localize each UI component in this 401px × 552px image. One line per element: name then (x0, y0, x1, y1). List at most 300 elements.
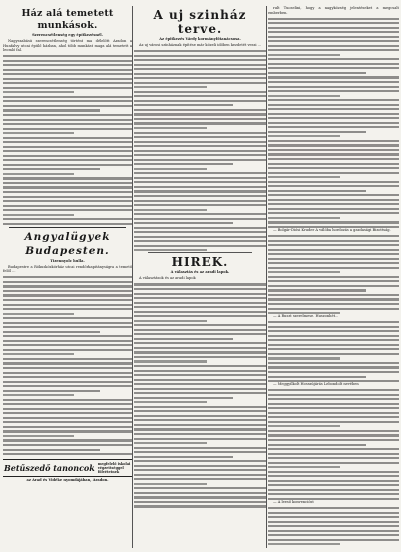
text-line (268, 36, 399, 38)
text-line (134, 433, 266, 435)
text-line (134, 419, 266, 421)
text-line (268, 294, 399, 296)
text-line (3, 290, 132, 292)
text-line (3, 128, 132, 130)
text-line (268, 244, 399, 246)
text-line (134, 95, 266, 97)
article-headline: HIREK. (171, 255, 229, 270)
text-line (268, 371, 399, 373)
text-line (268, 462, 399, 464)
text-line (3, 344, 132, 346)
column-3 (268, 6, 399, 548)
text-line (3, 317, 132, 319)
text-line (3, 114, 132, 116)
text-line (134, 127, 207, 129)
text-line (268, 434, 399, 436)
text-line (3, 186, 132, 188)
text-line (268, 113, 399, 115)
text-line (134, 428, 266, 430)
text-line (268, 403, 399, 405)
column-1 (3, 6, 132, 548)
text-line (134, 392, 266, 394)
text-line (3, 155, 132, 157)
text-line (268, 217, 340, 219)
text-line (268, 276, 399, 278)
text-line (268, 512, 399, 514)
text-line (134, 496, 266, 498)
text-line (134, 64, 266, 66)
text-line (268, 167, 399, 169)
text-line (3, 123, 132, 125)
advertisement-side-text: megfelelő iskolai végzettséggel fölvétetnek (97, 462, 131, 475)
text-line (268, 339, 399, 341)
text-line (134, 136, 266, 138)
text-line (268, 457, 399, 459)
text-line (134, 333, 266, 335)
text-line (3, 173, 74, 175)
text-line (3, 362, 132, 364)
text-line (3, 60, 132, 62)
column-divider (266, 6, 267, 548)
text-line (134, 168, 207, 170)
article-lead-text: — Bolgár-Diósi Kruder A válóba hordozás a gazdasági Bizottság. (273, 228, 391, 233)
text-line (268, 153, 399, 155)
text-line (268, 22, 399, 24)
text-line (3, 105, 132, 107)
text-line (3, 196, 132, 198)
text-line (3, 100, 132, 102)
text-line (268, 389, 399, 391)
text-line (3, 150, 132, 152)
text-line (134, 406, 266, 408)
advertisement (3, 459, 132, 482)
text-line (268, 330, 399, 332)
text-line (268, 117, 399, 119)
text-line (268, 31, 399, 33)
text-line (134, 204, 266, 206)
text-line (268, 471, 399, 473)
text-line (3, 376, 132, 378)
text-line (134, 447, 266, 449)
text-line (134, 487, 266, 489)
text-line (3, 453, 132, 455)
text-line (134, 213, 266, 215)
text-line (134, 109, 266, 111)
text-line (268, 27, 399, 29)
article-body-text (268, 389, 399, 500)
text-line (134, 104, 233, 106)
text-line (268, 135, 340, 137)
text-line (134, 483, 207, 485)
text-line (134, 492, 266, 494)
text-line (3, 281, 132, 283)
text-line (3, 168, 100, 170)
text-line (3, 403, 132, 405)
text-line (268, 258, 399, 260)
text-line (3, 96, 132, 98)
text-line (268, 308, 399, 310)
text-line (268, 172, 399, 174)
text-line (134, 190, 266, 192)
text-line (268, 212, 399, 214)
text-line (268, 280, 399, 282)
text-line (268, 344, 399, 346)
text-line (134, 118, 266, 120)
text-line (268, 366, 399, 368)
text-line (3, 367, 132, 369)
text-line (268, 67, 399, 69)
text-line (268, 326, 399, 328)
text-line (134, 240, 266, 242)
text-line (268, 208, 399, 210)
text-line (268, 507, 399, 509)
text-line (268, 45, 399, 47)
text-line (268, 235, 399, 237)
text-line (268, 398, 399, 400)
text-line (3, 182, 132, 184)
text-line (268, 475, 399, 477)
text-line (3, 137, 132, 139)
text-line (134, 388, 266, 390)
text-line (134, 86, 207, 88)
text-line (3, 218, 132, 220)
text-line (3, 349, 132, 351)
text-line (134, 68, 266, 70)
text-line (3, 164, 132, 166)
text-line (134, 401, 207, 403)
advertisement-title: Betűszedő tanoncok (4, 462, 95, 473)
text-line (134, 181, 266, 183)
text-line (3, 64, 132, 66)
text-line (3, 399, 132, 401)
text-line (268, 126, 399, 128)
text-line (3, 390, 100, 392)
text-line (134, 141, 266, 143)
text-line (134, 302, 266, 304)
text-line (3, 87, 132, 89)
text-line (134, 478, 266, 480)
article-subheadline: Az épitkezés Várdy kormányfőtanácsosa. (159, 37, 241, 41)
text-line (268, 131, 366, 133)
text-line (3, 146, 132, 148)
text-line (268, 149, 399, 151)
text-line (3, 439, 132, 441)
text-line (3, 200, 132, 202)
text-line (3, 417, 132, 419)
text-line (134, 163, 233, 165)
text-line (268, 412, 399, 414)
text-line (134, 122, 266, 124)
text-line (268, 453, 399, 455)
text-line (268, 493, 399, 495)
text-line (3, 91, 74, 93)
text-line (134, 315, 266, 317)
text-line (3, 335, 132, 337)
text-line (134, 236, 266, 238)
article-lead-text: — Meggyilkolt Hosszújárás Lebondolt nevében (273, 382, 359, 387)
article-headline: Angyalügyek Budapesten. (24, 230, 111, 257)
text-line (134, 442, 207, 444)
text-line (3, 353, 74, 355)
text-line (268, 267, 399, 269)
text-line (134, 77, 266, 79)
text-line (134, 245, 266, 247)
text-line (134, 154, 266, 156)
text-line (3, 435, 74, 437)
text-line (268, 181, 399, 183)
text-line (268, 86, 399, 88)
text-line (134, 415, 266, 417)
text-line (134, 347, 266, 349)
text-line (134, 132, 266, 134)
text-line (268, 199, 399, 201)
text-line (134, 283, 266, 285)
text-line (268, 335, 399, 337)
text-line (134, 195, 266, 197)
text-line (268, 81, 399, 83)
text-line (268, 176, 340, 178)
text-line (134, 231, 266, 233)
text-line (134, 501, 266, 503)
article-lead-text: Az uj városi színháznak építése már közeli időben kezdetét veszi ... (139, 43, 262, 47)
text-line (134, 91, 266, 93)
text-line (268, 298, 399, 300)
text-line (3, 191, 132, 193)
article-headline: Ház alá temetett munkások. (21, 8, 114, 31)
column-divider (132, 6, 133, 548)
text-line (3, 358, 132, 360)
text-line (3, 322, 132, 324)
section-rule (148, 252, 252, 253)
text-line (3, 78, 132, 80)
advertisement-row (3, 459, 132, 477)
text-line (268, 122, 399, 124)
text-line (134, 465, 266, 467)
article-body-text (268, 235, 399, 314)
text-line (134, 311, 266, 313)
text-line (268, 416, 399, 418)
article-lead-text: Nagyszabású szerencsétlenség történt ma délelőtt Aradon a Hunfalvy utcai épülő házban, ahol több munkást maga alá temetett a leomló fal. (3, 39, 132, 53)
text-line (268, 534, 399, 536)
text-line (268, 530, 399, 532)
article-lead-text: Budapestre a Rókusközkórház utcai rendőrkapitányságra a temető felől ... (3, 264, 132, 274)
text-line (3, 331, 100, 333)
article-body-text (268, 507, 399, 548)
text-line (3, 209, 132, 211)
text-line (268, 353, 399, 355)
text-line (3, 141, 132, 143)
text-line (134, 200, 266, 202)
text-line (3, 426, 132, 428)
text-line (268, 525, 399, 527)
text-line (134, 55, 266, 57)
text-line (268, 516, 399, 518)
text-line (134, 460, 266, 462)
text-line (268, 289, 366, 291)
text-line (268, 380, 399, 382)
text-line (134, 297, 266, 299)
text-line (3, 412, 132, 414)
text-line (268, 543, 340, 545)
text-line (134, 100, 266, 102)
text-line (3, 214, 74, 216)
text-line (3, 381, 132, 383)
article-subheadline: Tizennyolc hulla. (50, 258, 85, 263)
text-line (3, 372, 132, 374)
text-line (268, 321, 399, 323)
text-line (3, 69, 132, 71)
text-line (268, 63, 399, 65)
text-line (3, 294, 132, 296)
text-line (134, 306, 266, 308)
text-line (268, 185, 399, 187)
text-line (268, 240, 399, 242)
text-line (268, 95, 340, 97)
text-line (268, 190, 366, 192)
text-line (134, 379, 266, 381)
text-line (3, 326, 132, 328)
text-line (268, 362, 399, 364)
text-line (134, 342, 266, 344)
text-line (3, 385, 132, 387)
text-line (268, 158, 399, 160)
article-subheadline: Szerencsétlenség egy építkezésnél. (32, 33, 103, 37)
text-line (134, 177, 266, 179)
text-line (268, 444, 366, 446)
text-line (268, 99, 399, 101)
text-line (134, 324, 266, 326)
text-line (3, 340, 132, 342)
text-line (268, 163, 399, 165)
text-line (268, 312, 340, 314)
text-line (134, 469, 266, 471)
text-line (268, 539, 399, 541)
text-line (3, 285, 132, 287)
text-line (134, 82, 266, 84)
article-lead-text: A választások és az aradi lapok (139, 276, 196, 281)
text-line (134, 374, 266, 376)
text-line (268, 489, 399, 491)
text-line (134, 351, 266, 353)
text-line (134, 474, 266, 476)
text-line (134, 383, 266, 385)
text-line (3, 421, 132, 423)
text-line (268, 376, 366, 378)
text-line (134, 288, 266, 290)
article-body-text (3, 55, 132, 225)
text-line (3, 73, 132, 75)
text-line (134, 159, 266, 161)
text-line (268, 249, 399, 251)
article-body-text (134, 283, 266, 507)
text-line (268, 271, 340, 273)
text-line (268, 448, 399, 450)
advertisement-bottom-text: az Arad és Vidéke nyomdájában, Aradon. (26, 478, 109, 483)
text-line (134, 338, 233, 340)
text-line (134, 320, 207, 322)
text-line (134, 59, 266, 61)
text-line (268, 49, 399, 51)
text-line (134, 451, 266, 453)
text-line (268, 221, 399, 223)
text-line (134, 456, 233, 458)
text-line (268, 480, 399, 482)
text-line (134, 424, 266, 426)
text-line (134, 150, 266, 152)
article-subheadline: A választás és az aradi lapok. (170, 270, 230, 275)
text-line (134, 222, 233, 224)
text-line (268, 348, 399, 350)
text-line (268, 104, 399, 106)
text-line (3, 430, 132, 432)
text-line (268, 357, 340, 359)
article-body-text (134, 50, 266, 251)
article-lead-text: — A Ruszt szerelmese. Huszonhét... (273, 314, 339, 319)
text-line (268, 18, 399, 20)
text-line (268, 439, 399, 441)
text-line (3, 308, 132, 310)
text-line (268, 430, 399, 432)
text-line (3, 82, 132, 84)
text-line (268, 303, 399, 305)
text-line (3, 119, 132, 121)
text-line (3, 55, 132, 57)
text-line (134, 227, 266, 229)
section-rule (9, 227, 126, 228)
text-line (134, 356, 266, 358)
text-line (134, 209, 207, 211)
text-line (268, 140, 399, 142)
text-line (268, 425, 340, 427)
text-line (268, 421, 399, 423)
text-line (3, 276, 132, 278)
text-line (3, 449, 100, 451)
text-line (268, 262, 399, 264)
article-lead-text: — A leeső konvencióst (273, 499, 314, 504)
text-line (134, 186, 266, 188)
text-line (134, 249, 207, 251)
text-line (268, 407, 399, 409)
text-line (3, 177, 132, 179)
text-line (134, 410, 266, 412)
text-line (134, 50, 266, 52)
article-lead-text: rult Tuoselini, hogy a nagyközség jelentéseket a megcsalt emberben. (268, 6, 399, 15)
text-line (3, 132, 74, 134)
text-line (134, 113, 266, 115)
text-line (3, 205, 132, 207)
text-line (3, 223, 132, 225)
text-line (134, 397, 233, 399)
text-line (3, 159, 132, 161)
text-line (134, 365, 266, 367)
text-line (268, 54, 340, 56)
text-line (268, 285, 399, 287)
text-line (134, 360, 207, 362)
text-line (268, 90, 399, 92)
text-line (3, 109, 100, 111)
text-line (3, 408, 132, 410)
text-line (268, 144, 399, 146)
text-line (134, 505, 266, 507)
article-body-text (268, 321, 399, 382)
text-line (134, 329, 266, 331)
text-line (134, 172, 266, 174)
text-line (3, 299, 132, 301)
text-line (3, 313, 74, 315)
text-line (268, 203, 399, 205)
text-line (134, 438, 266, 440)
text-line (268, 226, 399, 228)
